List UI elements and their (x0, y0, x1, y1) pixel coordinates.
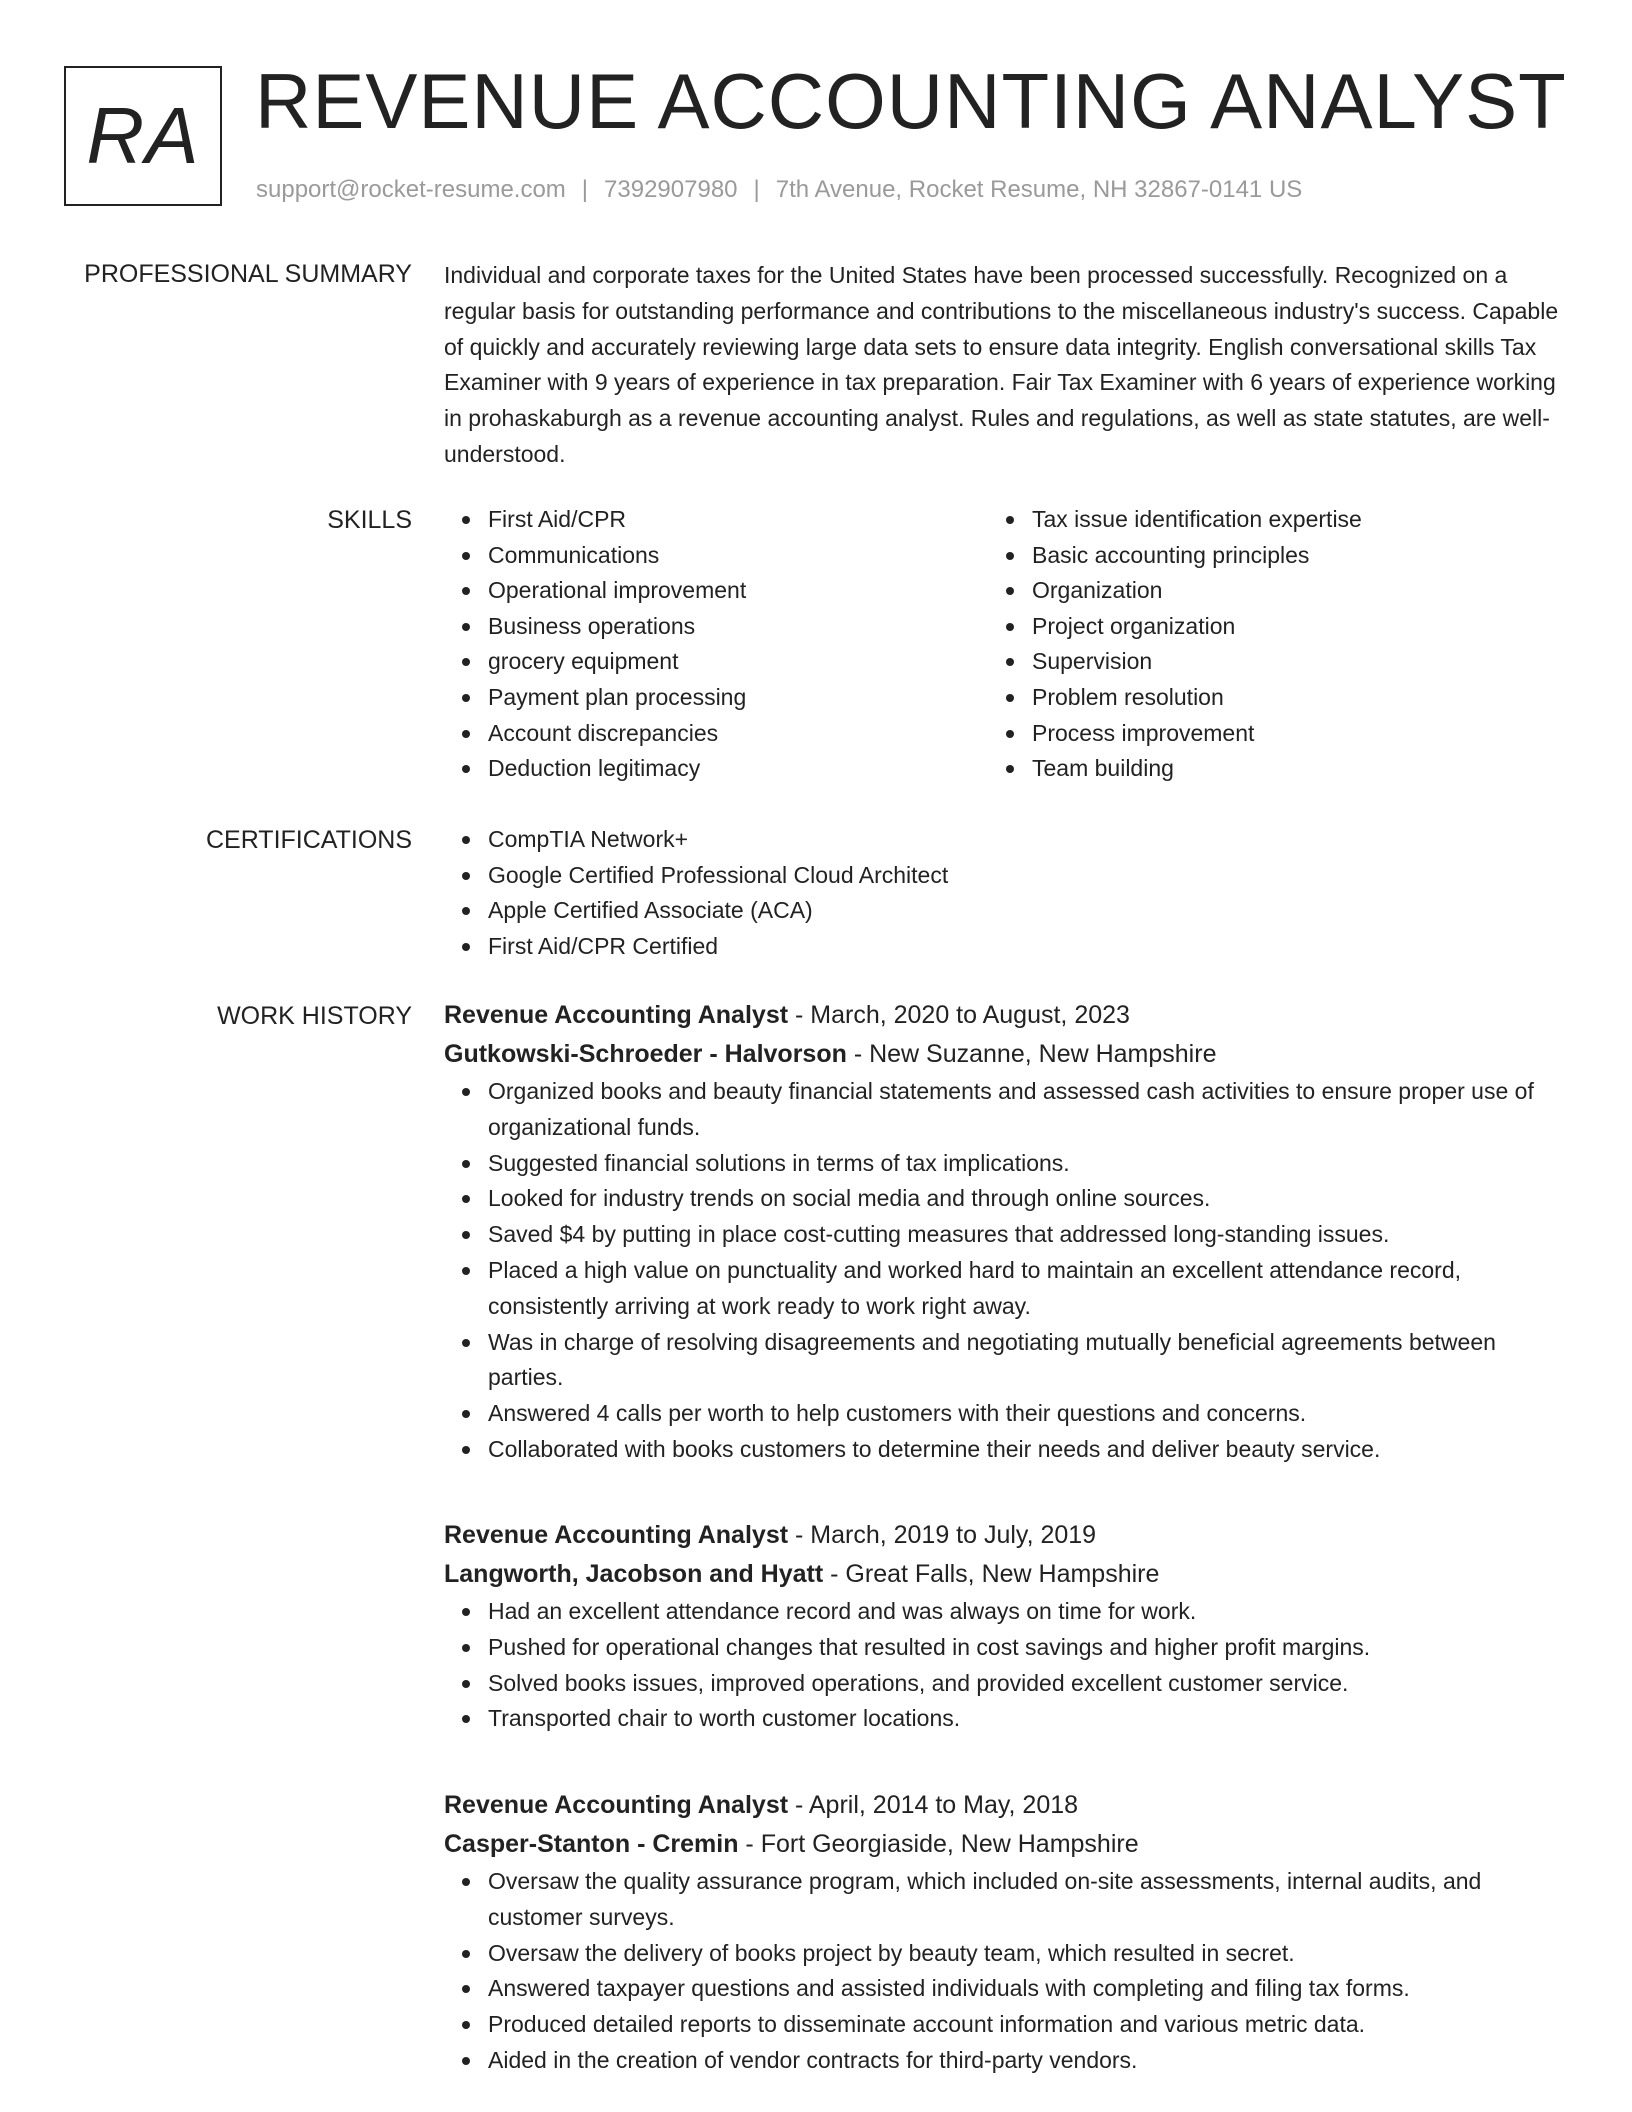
skill-item: Basic accounting principles (1032, 538, 1548, 574)
contact-email: support@rocket-resume.com (256, 176, 566, 203)
skills-column-right (988, 502, 1548, 787)
section-label-summary: PROFESSIONAL SUMMARY (84, 260, 412, 288)
job-duties-list (444, 1864, 1564, 2079)
job-company: Langworth, Jacobson and Hyatt (444, 1560, 824, 1588)
section-label-work-history: WORK HISTORY (217, 1002, 412, 1030)
section-label-certifications: CERTIFICATIONS (205, 826, 412, 854)
contact-address: 7th Avenue, Rocket Resume, NH 32867-0141 US (775, 176, 1303, 203)
job-entry (444, 996, 1564, 1468)
job-dates: - March, 2019 to July, 2019 (788, 1521, 1097, 1549)
job-title: Revenue Accounting Analyst (444, 1521, 789, 1549)
job-entry (444, 1516, 1564, 1737)
skill-item: Deduction legitimacy (488, 751, 964, 787)
job-duty-item: Transported chair to worth customer locations. (488, 1701, 1564, 1737)
job-duties-list (444, 1074, 1564, 1468)
contact-line (256, 176, 1302, 204)
certifications-block (444, 822, 1564, 964)
job-location: - New Suzanne, New Hampshire (846, 1040, 1217, 1068)
certification-item: CompTIA Network+ (488, 822, 1564, 858)
job-dates: - April, 2014 to May, 2018 (788, 1791, 1079, 1819)
skill-item: Team building (1032, 751, 1548, 787)
job-duty-item: Looked for industry trends on social media and through online sources. (488, 1181, 1564, 1217)
job-duty-item: Organized books and beauty financial statements and assessed cash activities to ensure proper use of organizational funds. (488, 1074, 1564, 1146)
certification-item: Apple Certified Associate (ACA) (488, 893, 1564, 929)
skills-list-left (444, 502, 964, 787)
job-duty-item: Oversaw the delivery of books project by beauty team, which resulted in secret. (488, 1936, 1564, 1972)
job-duty-item: Was in charge of resolving disagreements and negotiating mutually beneficial agreements between parties. (488, 1325, 1564, 1397)
certifications-list (444, 822, 1564, 964)
job-duty-item: Saved $4 by putting in place cost-cutting measures that addressed long-standing issues. (488, 1217, 1564, 1253)
skill-item: grocery equipment (488, 644, 964, 680)
skill-item: Problem resolution (1032, 680, 1548, 716)
job-title: Revenue Accounting Analyst (444, 1791, 789, 1819)
job-duty-item: Aided in the creation of vendor contracts for third-party vendors. (488, 2043, 1564, 2079)
skill-item: Process improvement (1032, 716, 1548, 752)
skill-item: Communications (488, 538, 964, 574)
skill-item: Account discrepancies (488, 716, 964, 752)
job-duties-list (444, 1594, 1564, 1737)
job-title-line (444, 1786, 1564, 1825)
job-company: Casper-Stanton - Cremin (444, 1830, 739, 1858)
job-duty-item: Solved books issues, improved operations, and provided excellent customer service. (488, 1666, 1564, 1702)
job-duty-item: Had an excellent attendance record and was always on time for work. (488, 1594, 1564, 1630)
job-duty-item: Suggested financial solutions in terms of tax implications. (488, 1146, 1564, 1182)
job-duty-item: Answered 4 calls per worth to help customers with their questions and concerns. (488, 1396, 1564, 1432)
job-duty-item: Collaborated with books customers to determine their needs and deliver beauty service. (488, 1432, 1564, 1468)
job-company-line (444, 1035, 1564, 1074)
job-duty-item: Pushed for operational changes that resulted in cost savings and higher profit margins. (488, 1630, 1564, 1666)
job-location: - Great Falls, New Hampshire (823, 1560, 1160, 1588)
skill-item: Organization (1032, 573, 1548, 609)
job-company: Gutkowski-Schroeder - Halvorson (444, 1040, 847, 1068)
job-duty-item: Answered taxpayer questions and assisted individuals with completing and filing tax forms. (488, 1971, 1564, 2007)
skills-list-right (988, 502, 1548, 787)
job-company-line (444, 1555, 1564, 1594)
skill-item: Project organization (1032, 609, 1548, 645)
job-duty-item: Produced detailed reports to disseminate account information and various metric data. (488, 2007, 1564, 2043)
skill-item: Operational improvement (488, 573, 964, 609)
section-label-skills: SKILLS (327, 506, 412, 534)
contact-separator: | (753, 176, 760, 203)
skills-column-left (444, 502, 964, 787)
contact-separator: | (581, 176, 589, 203)
job-dates: - March, 2020 to August, 2023 (788, 1001, 1130, 1029)
certification-item: First Aid/CPR Certified (488, 929, 1564, 965)
skill-item: Tax issue identification expertise (1032, 502, 1548, 538)
job-title-line (444, 1516, 1564, 1555)
job-company-line (444, 1825, 1564, 1864)
job-location: - Fort Georgiaside, New Hampshire (738, 1830, 1139, 1858)
job-title-line (444, 996, 1564, 1035)
job-duty-item: Placed a high value on punctuality and worked hard to maintain an excellent attendance record, consistently arriving at work ready to work right away. (488, 1253, 1564, 1325)
job-title: Revenue Accounting Analyst (444, 1001, 789, 1029)
monogram-box (64, 66, 222, 206)
resume-title: REVENUE ACCOUNTING ANALYST (255, 57, 1567, 145)
summary-text: Individual and corporate taxes for the United States have been processed successfully. Recognized on a regular basis for outstanding performance and contributions to the miscellaneous industry's success. Capable of quickly and accurately reviewing large data sets to ensure data integrity. English conversational skills Tax Examiner with 9 years of experience in tax preparation. Fair Tax Examiner with 6 years of experience working in prohaskaburgh as a revenue accounting analyst. Rules and regulations, as well as state statutes, are well-understood. (444, 262, 1559, 467)
job-entry (444, 1786, 1564, 2079)
certification-item: Google Certified Professional Cloud Architect (488, 858, 1564, 894)
skill-item: First Aid/CPR (488, 502, 964, 538)
monogram-initials: RA (86, 91, 200, 180)
skill-item: Business operations (488, 609, 964, 645)
skill-item: Payment plan processing (488, 680, 964, 716)
skill-item: Supervision (1032, 644, 1548, 680)
contact-phone: 7392907980 (604, 176, 738, 203)
job-duty-item: Oversaw the quality assurance program, which included on-site assessments, internal audits, and customer surveys. (488, 1864, 1564, 1936)
